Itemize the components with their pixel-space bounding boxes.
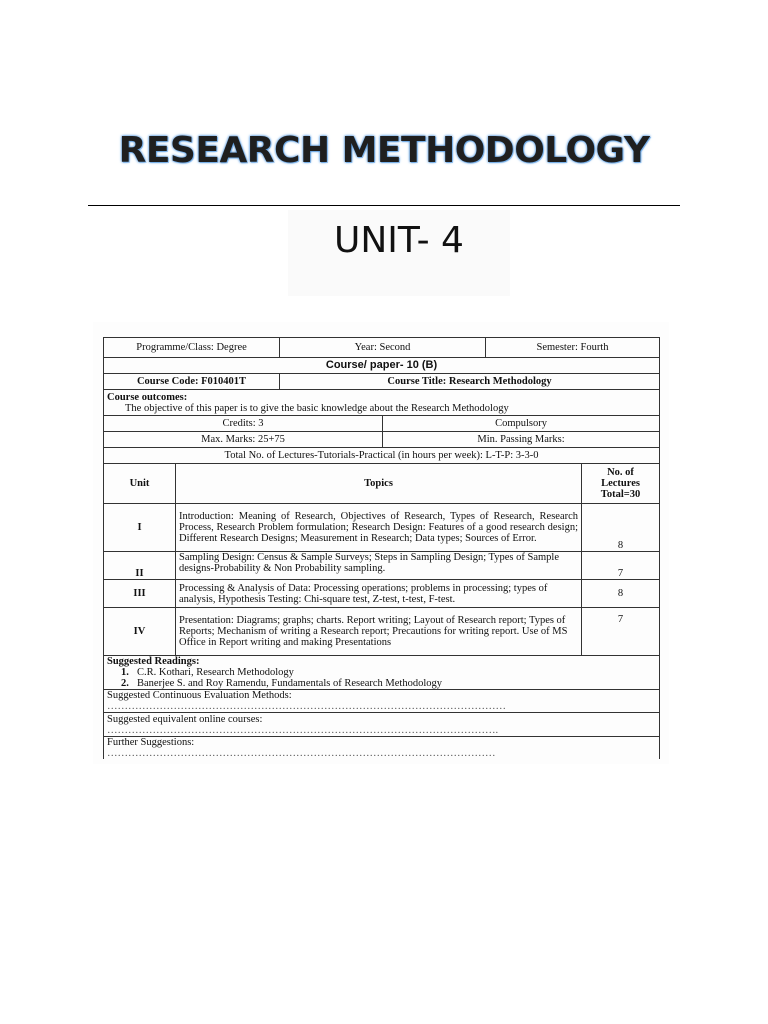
paper-row — [104, 358, 660, 374]
unit-lectures: 8 — [582, 580, 660, 608]
course-code-cell: Course Code: F010401T — [104, 374, 280, 390]
unit-topics: Processing & Analysis of Data: Processing operations; problems in processing; types of analysis, Hypothesis Testing: Chi-square test, Z-test, t-test, F-test. — [176, 580, 582, 608]
online-dots: …………………………………………………………………………………………………. — [107, 724, 499, 736]
course-row — [104, 374, 660, 390]
unit-heading: UNIT- 4 — [334, 220, 464, 261]
paper-cell: Course/ paper- 10 (B) — [104, 358, 660, 374]
unit-row — [104, 504, 660, 552]
credits-row — [104, 416, 660, 432]
unit-lectures: 8 — [582, 504, 660, 552]
online-row — [104, 713, 660, 737]
lectures-total-cell: Total No. of Lectures-Tutorials-Practical (in hours per week): L-T-P: 3-3-0 — [104, 448, 660, 464]
syllabus-table — [103, 337, 660, 759]
unit-row — [104, 608, 660, 656]
reading-item — [107, 678, 656, 689]
reading-number: 1. — [121, 667, 129, 678]
year-cell: Year: Second — [280, 338, 486, 358]
unit-number: I — [104, 504, 176, 552]
programme-cell: Programme/Class: Degree — [104, 338, 280, 358]
programme-row — [104, 338, 660, 358]
unit-topics: Presentation: Diagrams; graphs; charts. Report writing; Layout of Research report; Types of Reports; Mechanism of writing a Research report; Precautions for writing report. Use of MS Office in Report writing and making Presentations — [176, 608, 582, 656]
readings-row — [104, 656, 660, 690]
lectures-total-row — [104, 448, 660, 464]
online-cell — [104, 713, 660, 737]
topics-header: Topics — [176, 464, 582, 504]
lectures-header-line1: No. of — [607, 467, 634, 478]
unit-topics: Sampling Design: Census & Sample Surveys; Steps in Sampling Design; Types of Sample designs-Probability & Non Probability sampling. — [176, 552, 582, 580]
further-row — [104, 737, 660, 760]
unit-lectures: 7 — [582, 552, 660, 580]
evaluation-cell — [104, 690, 660, 713]
course-title-cell: Course Title: Research Methodology — [280, 374, 660, 390]
outcomes-row — [104, 390, 660, 416]
lectures-header — [582, 464, 660, 504]
unit-number: III — [104, 580, 176, 608]
document-title: RESEARCH METHODOLOGY — [118, 130, 650, 171]
unit-topics: Introduction: Meaning of Research, Objectives of Research, Types of Research, Research Process, Research Problem formulation; Research Design: Features of a good research design; Different Research Designs; Measurement in Research; Data types; Sources of Error. — [176, 504, 582, 552]
title-divider — [88, 205, 680, 206]
further-cell — [104, 737, 660, 760]
evaluation-dots: …………………………………………………………………………………………………… — [107, 701, 506, 712]
reading-text: C.R. Kothari, Research Methodology — [137, 667, 294, 678]
unit-row — [104, 580, 660, 608]
lectures-header-line3: Total=30 — [600, 489, 641, 500]
readings-label: Suggested Readings: — [107, 656, 200, 667]
unit-header: Unit — [104, 464, 176, 504]
unit-number: IV — [104, 608, 176, 656]
compulsory-cell: Compulsory — [383, 416, 660, 432]
unit-row — [104, 552, 660, 580]
credits-cell: Credits: 3 — [104, 416, 383, 432]
marks-row — [104, 432, 660, 448]
reading-item — [107, 667, 656, 678]
unit-lectures: 7 — [582, 608, 660, 656]
min-marks-cell: Min. Passing Marks: — [383, 432, 660, 448]
semester-cell: Semester: Fourth — [486, 338, 660, 358]
readings-cell — [104, 656, 660, 690]
further-label: Further Suggestions: — [107, 737, 195, 748]
unit-number: II — [104, 552, 176, 580]
online-label: Suggested equivalent online courses: — [107, 713, 263, 725]
header-row — [104, 464, 660, 504]
outcomes-cell — [104, 390, 660, 416]
outcomes-text: The objective of this paper is to give the basic knowledge about the Research Methodology — [125, 402, 509, 414]
lectures-header-line2: Lectures — [601, 478, 640, 489]
max-marks-cell: Max. Marks: 25+75 — [104, 432, 383, 448]
outcomes-label: Course outcomes: — [107, 391, 188, 403]
reading-text: Banerjee S. and Roy Ramendu, Fundamentals of Research Methodology — [137, 678, 443, 689]
reading-number: 2. — [121, 678, 129, 689]
evaluation-label: Suggested Continuous Evaluation Methods: — [107, 690, 292, 701]
evaluation-row — [104, 690, 660, 713]
further-dots: ………………………………………………………………………………………………… — [107, 748, 496, 759]
